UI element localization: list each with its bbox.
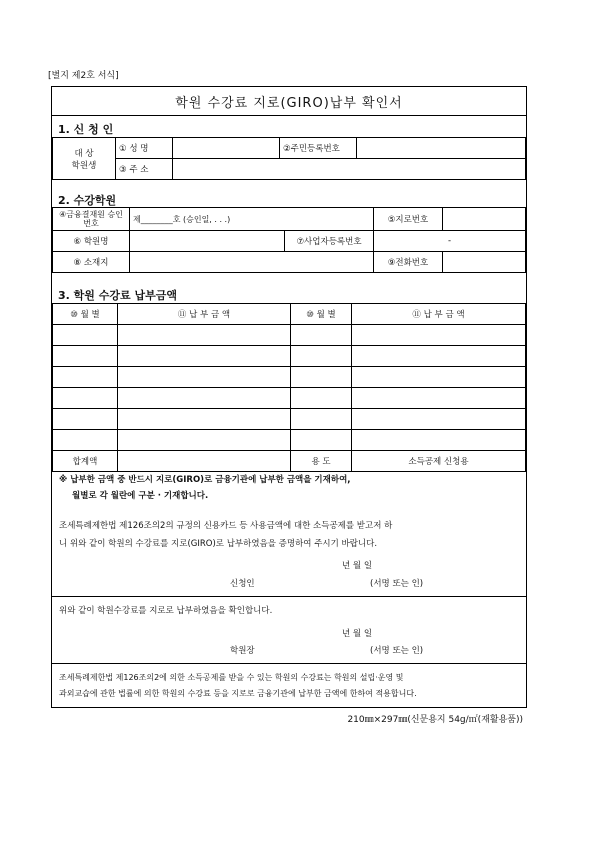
payment-row bbox=[53, 325, 526, 346]
divider bbox=[52, 663, 526, 664]
location-field[interactable] bbox=[130, 252, 374, 273]
giro-no-label: ⑤지로번호 bbox=[374, 208, 443, 231]
total-field[interactable] bbox=[118, 451, 291, 472]
resident-no-field[interactable] bbox=[357, 138, 526, 159]
bottom-note-line1: 조세특례제한법 제126조의2에 의한 소득공제를 받을 수 있는 학원의 수강료는 학원의 설립·운영 및 bbox=[59, 673, 404, 682]
payment-row bbox=[53, 430, 526, 451]
purpose-label: 용 도 bbox=[291, 451, 352, 472]
academy-table bbox=[52, 207, 526, 273]
notice-bold-line1: ※ 납부한 금액 중 반드시 지로(GIRO)로 금융기관에 납부한 금액을 기재하여, bbox=[59, 475, 351, 485]
applicant-table bbox=[52, 137, 526, 180]
name-field[interactable] bbox=[173, 138, 280, 159]
confirm-date: 년 월 일 bbox=[342, 629, 373, 639]
amount-col-header-2: ⑪ 납 부 금 액 bbox=[352, 304, 526, 325]
address-label: ③ 주 소 bbox=[116, 159, 173, 180]
payment-table bbox=[52, 303, 526, 472]
target-student-cell: 대 상 학원생 bbox=[53, 138, 116, 180]
business-no-label: ⑦사업자등록번호 bbox=[285, 231, 374, 252]
form-number-label: [별지 제2호 서식] bbox=[48, 71, 119, 81]
academy-name-label: ⑥ 학원명 bbox=[53, 231, 130, 252]
phone-field[interactable] bbox=[443, 252, 526, 273]
payment-row bbox=[53, 388, 526, 409]
phone-label: ⑨전화번호 bbox=[374, 252, 443, 273]
head-label: 학원장 bbox=[230, 646, 255, 656]
payment-row bbox=[53, 367, 526, 388]
notice-bold-line2: 월별로 각 월란에 구분 · 기재합니다. bbox=[72, 491, 209, 501]
section-payment-heading: 3. 학원 수강료 납부금액 bbox=[58, 289, 177, 302]
purpose-value: 소득공제 신청용 bbox=[352, 451, 526, 472]
resident-no-label: ②주민등록번호 bbox=[280, 138, 357, 159]
section-academy-heading: 2. 수강학원 bbox=[58, 194, 117, 207]
giro-no-field[interactable] bbox=[443, 208, 526, 231]
divider bbox=[52, 596, 526, 597]
total-label: 합계액 bbox=[53, 451, 118, 472]
name-label: ① 성 명 bbox=[116, 138, 173, 159]
paper-spec-footer: 210㎜×297㎜(신문용지 54g/㎡(재활용품)) bbox=[347, 715, 523, 725]
confirm-text: 위와 같이 학원수강료를 지로로 납부하였음을 확인합니다. bbox=[59, 606, 273, 616]
payment-row bbox=[53, 346, 526, 367]
approval-field[interactable]: 제________호 (승인일, . . .) bbox=[130, 208, 374, 231]
applicant-label: 신청인 bbox=[230, 579, 255, 589]
applicant-signature[interactable]: (서명 또는 인) bbox=[370, 579, 424, 589]
section-applicant-heading: 1. 신 청 인 bbox=[58, 123, 114, 136]
head-signature[interactable]: (서명 또는 인) bbox=[370, 646, 424, 656]
month-col-header-1: ⑩ 월 별 bbox=[53, 304, 118, 325]
amount-col-header-1: ⑪ 납 부 금 액 bbox=[118, 304, 291, 325]
applicant-date: 년 월 일 bbox=[342, 561, 373, 571]
address-field[interactable] bbox=[173, 159, 526, 180]
form-container bbox=[51, 86, 527, 708]
location-label: ⑧ 소재지 bbox=[53, 252, 130, 273]
notice-para-line2: 니 위와 같이 학원의 수강료를 지로(GIRO)로 납부하였음을 증명하여 주시기 바랍니다. bbox=[59, 539, 378, 549]
academy-name-field[interactable] bbox=[130, 231, 285, 252]
month-col-header-2: ⑩ 월 별 bbox=[291, 304, 352, 325]
payment-row bbox=[53, 409, 526, 430]
business-no-field[interactable]: - bbox=[374, 231, 526, 252]
approval-label: ④금융결재원 승인번호 bbox=[53, 208, 130, 231]
bottom-note-line2: 과외교습에 관한 법률에 의한 학원의 수강료 등을 지로로 금융기관에 납부한 금액에 한하여 적용합니다. bbox=[59, 689, 417, 698]
notice-para-line1: 조세특례제한법 제126조의2의 규정의 신용카드 등 사용금액에 대한 소득공제를 받고저 하 bbox=[59, 521, 393, 531]
form-title: 학원 수강료 지로(GIRO)납부 확인서 bbox=[52, 87, 526, 116]
